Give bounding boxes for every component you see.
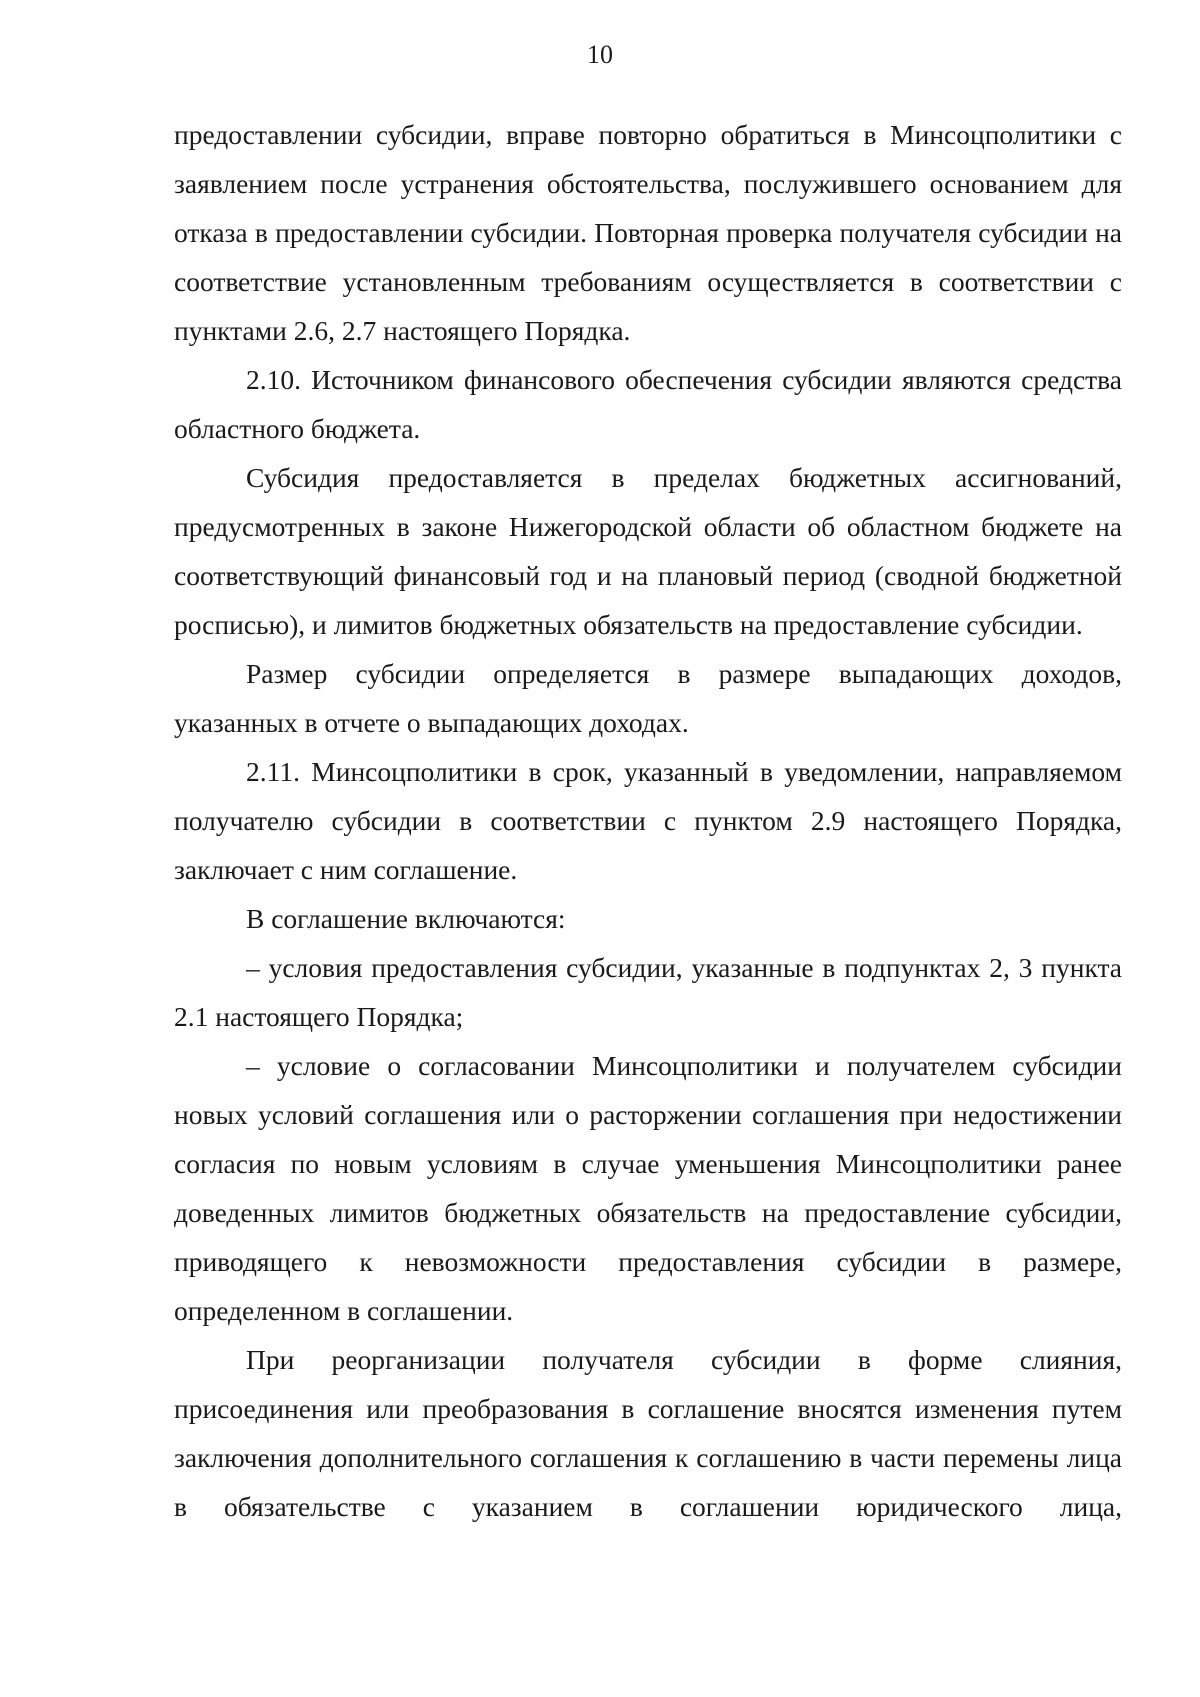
page-number: 10 — [587, 40, 613, 69]
list-item-conditions: – условия предоставления субсидии, указанные в подпунктах 2, 3 пункта 2.1 настоящего Порядка; — [174, 952, 1122, 1032]
paragraph-2-10: 2.10. Источником финансового обеспечения субсидии являются средства областного бюджета. — [174, 364, 1122, 444]
paragraph-2-11: 2.11. Минсоцполитики в срок, указанный в уведомлении, направляемом получателю субсидии в соответствии с пунктом 2.9 настоящего Порядка, заключает с ним соглашение. — [174, 756, 1122, 885]
paragraph-reorganization: При реорганизации получателя субсидии в форме слияния, присоединения или преобразования в соглашение вносятся изменения путем заключения дополнительного соглашения к соглашению в части перемены лица в обязательстве с указанием в соглашении юридического лица, — [174, 1344, 1122, 1522]
list-item-agreement-terms: – условие о согласовании Минсоцполитики и получателем субсидии новых условий соглашения или о расторжении соглашения при недостижении согласия по новым условиям в случае уменьшения Минсоцполитики ранее доведенных лимитов бюджетных обязательств на предоставление субсидии, приводящего к невозможности предоставления субсидии в размере, определенном в соглашении. — [174, 1050, 1122, 1326]
paragraph-continuation: предоставлении субсидии, вправе повторно обратиться в Минсоцполитики с заявлением после устранения обстоятельства, послужившего основанием для отказа в предоставлении субсидии. Повторная проверка получателя субсидии на соответствие установленным требованиям осуществляется в соответствии с пунктами 2.6, 2.7 настоящего Порядка. — [174, 119, 1122, 346]
paragraph-subsidy-limits: Субсидия предоставляется в пределах бюджетных ассигнований, предусмотренных в законе Нижегородской области об областном бюджете на соответствующий финансовый год и на плановый период (сводной бюджетной росписью), и лимитов бюджетных обязательств на предоставление субсидии. — [174, 462, 1122, 640]
paragraph-subsidy-size: Размер субсидии определяется в размере выпадающих доходов, указанных в отчете о выпадающих доходах. — [174, 658, 1122, 738]
document-body — [174, 110, 1122, 1531]
paragraph-agreement-includes: В соглашение включаются: — [246, 903, 566, 934]
